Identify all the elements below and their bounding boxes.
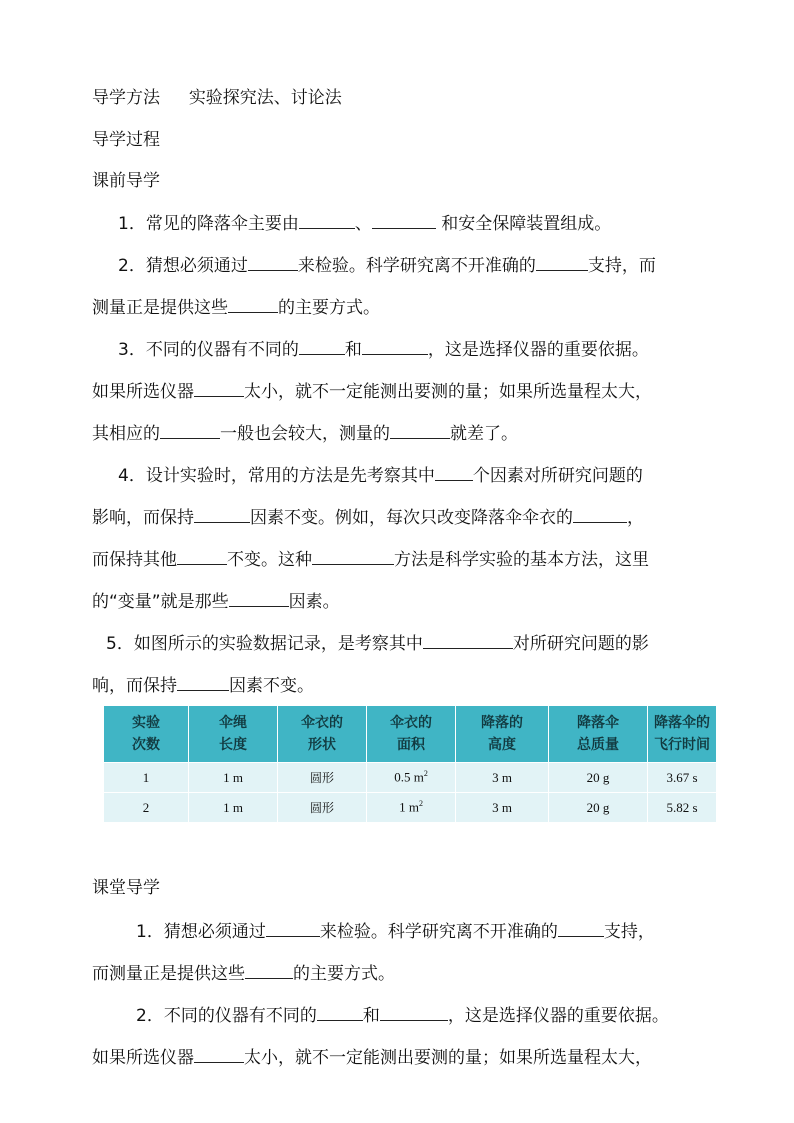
answer-blank[interactable]	[558, 920, 604, 937]
answer-blank[interactable]	[362, 338, 428, 355]
cell-mass: 20 g	[549, 763, 648, 793]
table-header-row	[104, 706, 716, 763]
answer-blank[interactable]	[390, 422, 450, 439]
answer-blank[interactable]	[380, 1004, 448, 1021]
answer-blank[interactable]	[194, 380, 244, 397]
method-label: 导学方法	[92, 88, 160, 108]
header-flight-time: 降落伞的 飞行时间	[648, 706, 717, 763]
pre-q3-line2: 如果所选仪器 太小，就不一定能测出要测的量；如果所选量程太大，	[92, 382, 652, 402]
answer-blank[interactable]	[194, 506, 250, 523]
answer-blank[interactable]	[229, 590, 289, 607]
pre-q1: 1．常见的降落伞主要由 、 和安全保障装置组成。	[118, 214, 612, 234]
experiment-data-table	[104, 706, 716, 822]
header-drop-height: 降落的 高度	[456, 706, 549, 763]
pre-q3-line3: 其相应的 一般也会较大，测量的 就差了。	[92, 424, 518, 444]
cell-shape: 圆形	[278, 763, 367, 793]
cell-area: 0.5 $m^2$	[367, 763, 456, 793]
answer-blank[interactable]	[372, 212, 436, 229]
pre-q3-line1: 3．不同的仪器有不同的 和 ，这是选择仪器的重要依据。	[118, 340, 649, 360]
answer-blank[interactable]	[177, 548, 227, 565]
pre-q4-line2: 影响，而保持 因素不变。例如，每次只改变降落伞伞衣的 ，	[92, 508, 644, 528]
cell-shape: 圆形	[278, 793, 367, 823]
header-rope-length: 伞绳 长度	[189, 706, 278, 763]
answer-blank[interactable]	[536, 254, 588, 271]
cell-area: 1 $m^2$	[367, 793, 456, 823]
answer-blank[interactable]	[573, 506, 627, 523]
answer-blank[interactable]	[317, 1004, 363, 1021]
answer-blank[interactable]	[248, 254, 298, 271]
process-heading: 导学过程	[92, 130, 160, 150]
answer-blank[interactable]	[160, 422, 220, 439]
cell-time: 3.67 s	[648, 763, 717, 793]
header-trial: 实验 次数	[104, 706, 189, 763]
header-canopy-area: 伞衣的 面积	[367, 706, 456, 763]
cell-time: 5.82 s	[648, 793, 717, 823]
in-class-heading: 课堂导学	[92, 878, 160, 898]
cell-mass: 20 g	[549, 793, 648, 823]
method-value: 实验探究法、讨论法	[188, 88, 342, 108]
cell-trial: 1	[104, 763, 189, 793]
answer-blank[interactable]	[423, 632, 513, 649]
answer-blank[interactable]	[312, 548, 394, 565]
in-q2-line2: 如果所选仪器 太小，就不一定能测出要测的量；如果所选量程太大，	[92, 1048, 652, 1068]
method-line	[92, 88, 342, 108]
cell-rope-length: 1 m	[189, 763, 278, 793]
table-row	[104, 793, 716, 823]
pre-q4-line1: 4．设计实验时，常用的方法是先考察其中 个因素对所研究问题的	[118, 466, 643, 486]
answer-blank[interactable]	[177, 674, 229, 691]
in-q1-line1: 1．猜想必须通过 来检验。科学研究离不开准确的 支持，	[136, 922, 655, 942]
cell-height: 3 m	[456, 763, 549, 793]
in-q1-line2: 而测量正是提供这些 的主要方式。	[92, 964, 395, 984]
pre-q5-line2: 响，而保持 因素不变。	[92, 676, 314, 696]
cell-rope-length: 1 m	[189, 793, 278, 823]
answer-blank[interactable]	[299, 212, 355, 229]
pre-q5-line1: 5．如图所示的实验数据记录，是考察其中 对所研究问题的影	[106, 634, 649, 654]
pre-q4-line3: 而保持其他 不变。这种 方法是科学实验的基本方法，这里	[92, 550, 649, 570]
cell-height: 3 m	[456, 793, 549, 823]
in-q2-line1: 2．不同的仪器有不同的 和 ，这是选择仪器的重要依据。	[136, 1006, 669, 1026]
answer-blank[interactable]	[299, 338, 345, 355]
header-canopy-shape: 伞衣的 形状	[278, 706, 367, 763]
pre-q2-line2: 测量正是提供这些 的主要方式。	[92, 298, 380, 318]
header-total-mass: 降落伞 总质量	[549, 706, 648, 763]
answer-blank[interactable]	[194, 1046, 244, 1063]
pre-q4-line4: 的“变量”就是那些 因素。	[92, 592, 340, 612]
answer-blank[interactable]	[435, 464, 473, 481]
answer-blank[interactable]	[266, 920, 320, 937]
cell-trial: 2	[104, 793, 189, 823]
answer-blank[interactable]	[245, 962, 293, 979]
pre-class-heading: 课前导学	[92, 171, 160, 191]
answer-blank[interactable]	[228, 296, 278, 313]
table-row	[104, 763, 716, 793]
pre-q2-line1: 2．猜想必须通过 来检验。科学研究离不开准确的 支持，而	[118, 256, 656, 276]
